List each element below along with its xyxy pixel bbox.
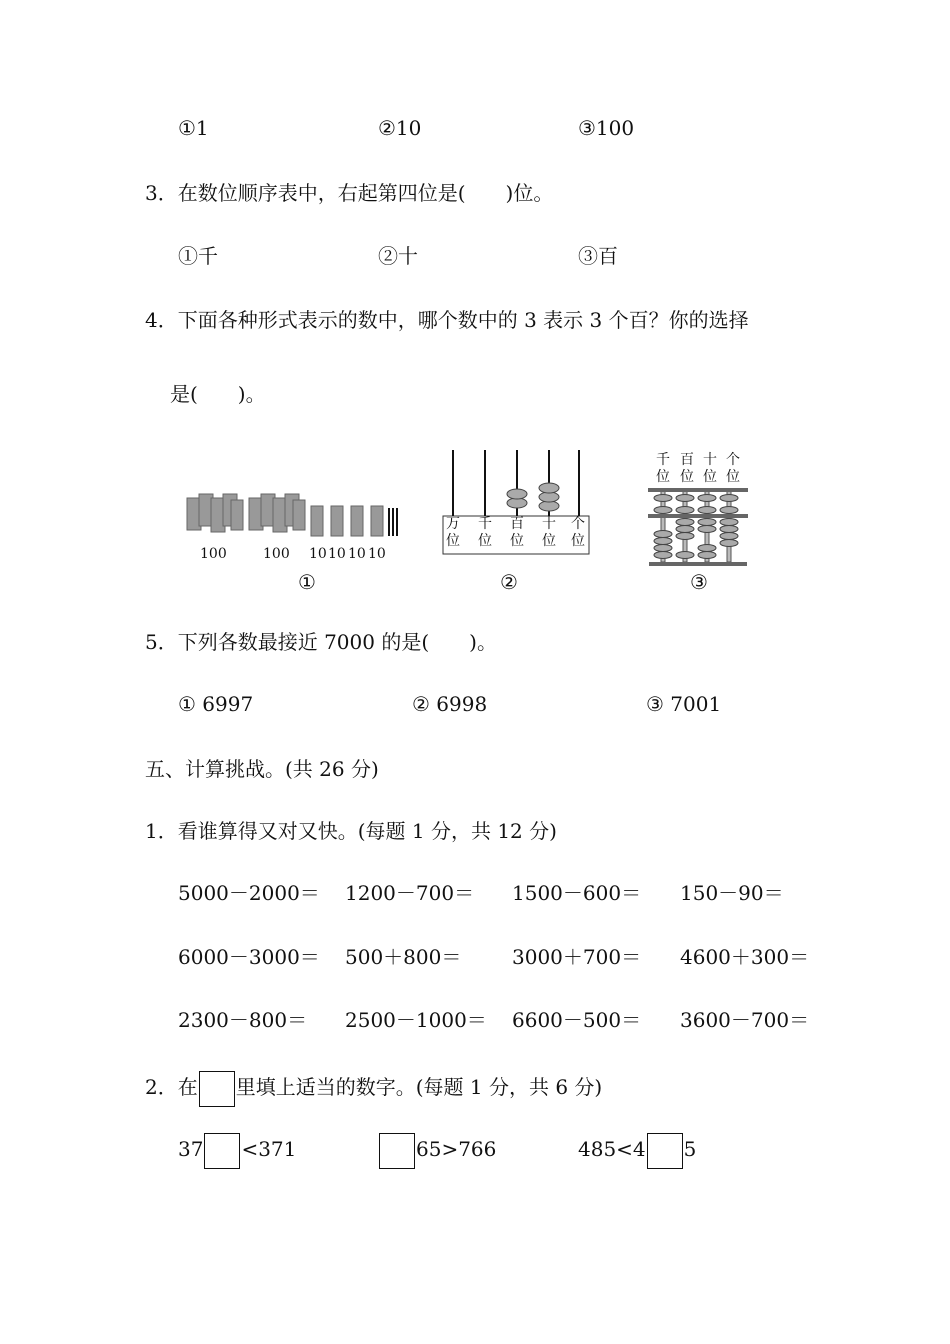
equation: 6600－500＝	[512, 1008, 642, 1032]
bundle-label: 100	[263, 546, 290, 562]
equation: 150－90＝	[680, 881, 784, 905]
place-label: 十 位	[703, 452, 717, 485]
equation: 3000＋700＝	[512, 945, 642, 969]
bundle-label: 10	[368, 546, 386, 562]
fill-item	[178, 1130, 296, 1169]
stem-text: 里填上适当的数字。(每题 1 分，共 6 分)	[235, 1075, 603, 1099]
answer-box	[199, 1071, 235, 1107]
digits: 5	[683, 1137, 697, 1161]
equation: 2300－800＝	[178, 1008, 308, 1032]
bundle-label: 10	[328, 546, 346, 562]
place-label: 万 位	[446, 516, 460, 549]
option: ① 6997	[178, 692, 254, 716]
equation: 2500－1000＝	[345, 1008, 487, 1032]
digits: 485<4	[578, 1137, 646, 1161]
question-1: 1．看谁算得又对又快。(每题 1 分，共 12 分)	[145, 819, 557, 843]
digits: 37	[178, 1137, 204, 1161]
stick-bundles-figure	[185, 490, 405, 540]
section-title: 五、计算挑战。(共 26 分)	[145, 757, 379, 781]
question-4: 4．下面各种形式表示的数中，哪个数中的 3 表示 3 个百？你的选择	[145, 308, 749, 332]
option: ②十	[378, 244, 418, 268]
digits: <371	[241, 1137, 297, 1161]
place-label: 个 位	[571, 516, 585, 549]
equation: 5000－2000＝	[178, 881, 320, 905]
equation: 500＋800＝	[345, 945, 462, 969]
equation: 1200－700＝	[345, 881, 475, 905]
option: ③百	[578, 244, 618, 268]
place-label: 百 位	[510, 516, 524, 549]
option: ②10	[378, 116, 422, 140]
question-5: 5．下列各数最接近 7000 的是( )。	[145, 630, 497, 654]
question-4-cont: 是( )。	[170, 382, 266, 406]
question-3: 3．在数位顺序表中，右起第四位是( )位。	[145, 181, 554, 205]
digits: 65>766	[416, 1137, 497, 1161]
option: ①千	[178, 244, 218, 268]
option: ③100	[578, 116, 635, 140]
place-label: 十 位	[542, 516, 556, 549]
place-label: 个 位	[726, 452, 740, 485]
place-label: 千 位	[656, 452, 670, 485]
bundle-label: 100	[200, 546, 227, 562]
equation: 3600－700＝	[680, 1008, 810, 1032]
bundle-label: 10	[348, 546, 366, 562]
answer-box[interactable]	[379, 1133, 415, 1169]
answer-box[interactable]	[647, 1133, 683, 1169]
figure-number: ②	[500, 570, 518, 594]
answer-box[interactable]	[204, 1133, 240, 1169]
option: ③ 7001	[646, 692, 722, 716]
equation: 6000－3000＝	[178, 945, 320, 969]
place-label: 百 位	[680, 452, 694, 485]
stem-text: 2．在	[145, 1075, 198, 1099]
figure-number: ①	[298, 570, 316, 594]
equation: 1500－600＝	[512, 881, 642, 905]
option: ①1	[178, 116, 209, 140]
place-label: 千 位	[478, 516, 492, 549]
bundle-label: 10	[309, 546, 327, 562]
abacus-figure	[648, 488, 750, 568]
fill-item	[378, 1130, 496, 1169]
equation: 4600＋300＝	[680, 945, 810, 969]
fill-item	[578, 1130, 696, 1169]
figure-number: ③	[690, 570, 708, 594]
option: ② 6998	[412, 692, 488, 716]
question-2	[145, 1068, 602, 1107]
